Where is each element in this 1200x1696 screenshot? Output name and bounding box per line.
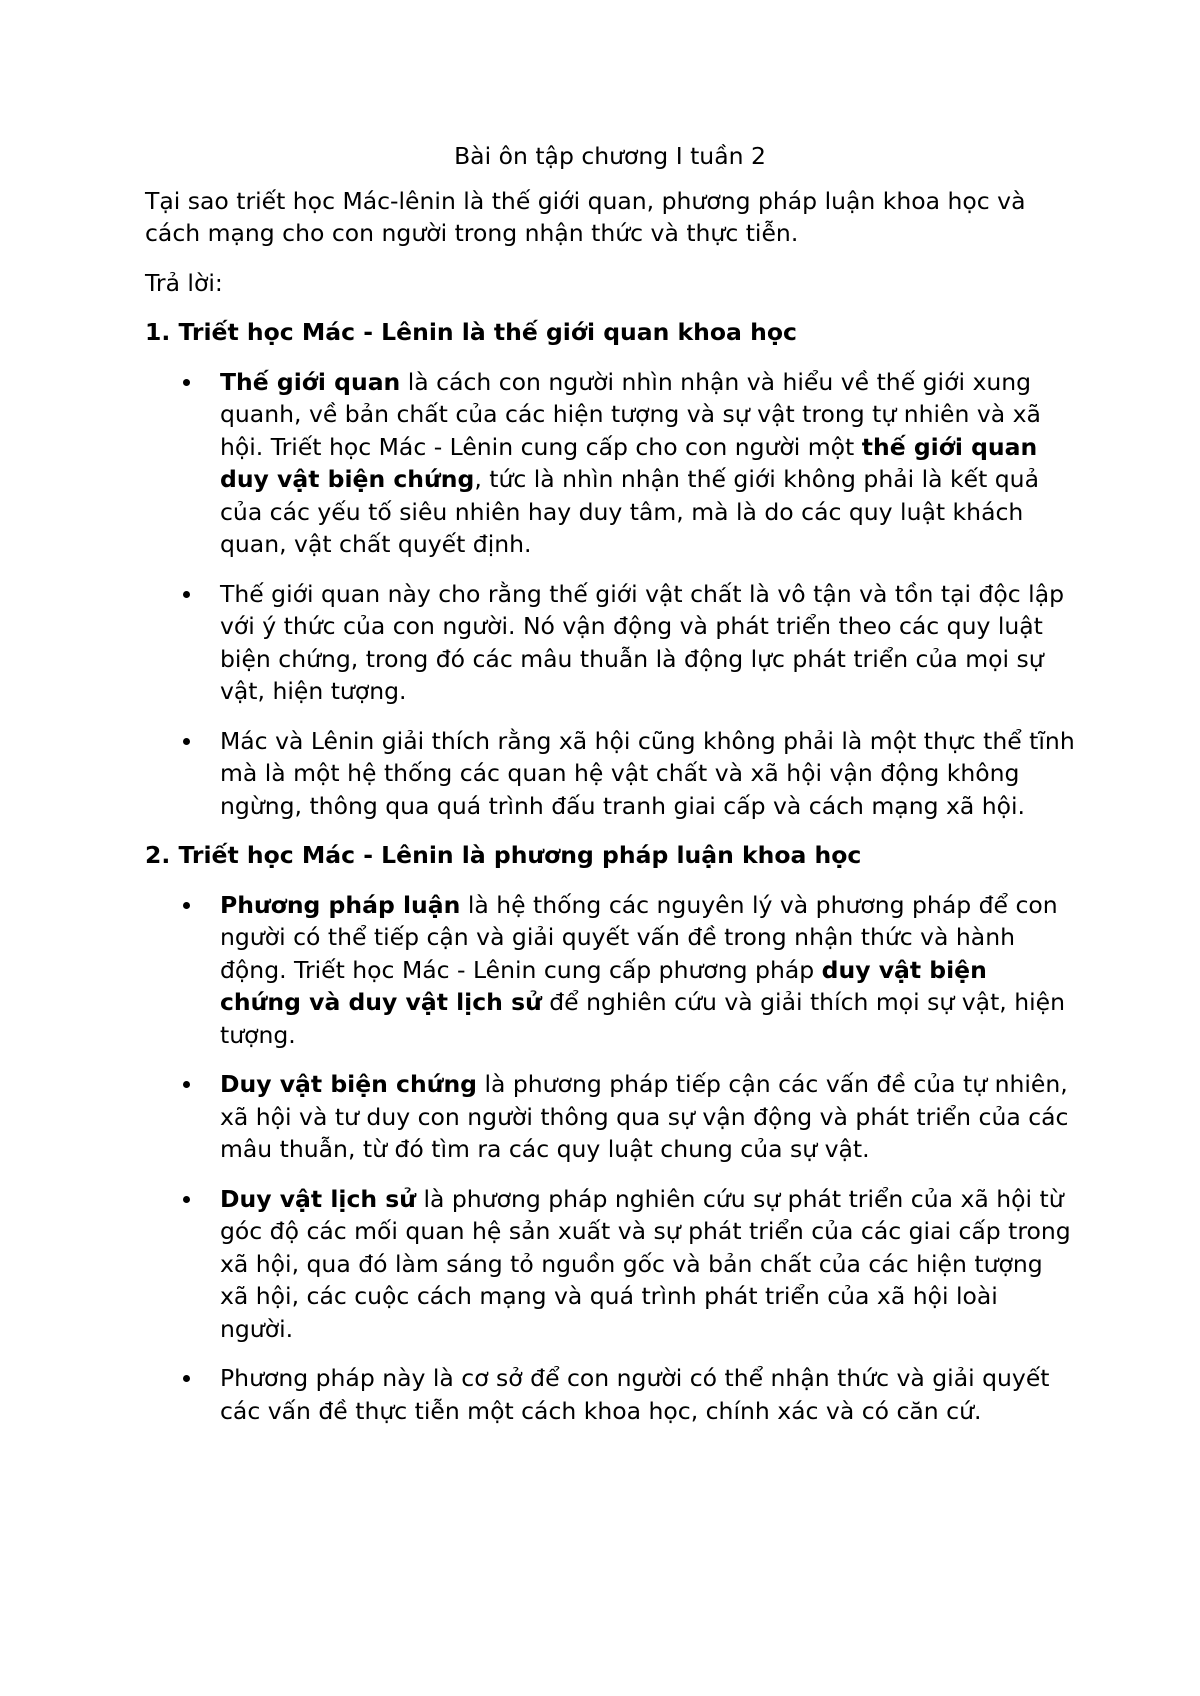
term-bold: thế giới quan duy vật biện chứng [220, 432, 1038, 493]
paragraph-text: là phương pháp nghiên cứu sự phát triển của xã hội từ góc độ các mối quan hệ sản xuất và sự phát triển của các giai cấp trong xã hội, qua đó làm sáng tỏ nguồn gốc và bản chất của các hiện tượng xã hội, các cuộc cách mạng và quá trình phát triển của xã hội loài người. [220, 1184, 1071, 1343]
section-2-heading: 2. Triết học Mác - Lênin là phương pháp luận khoa học [145, 841, 862, 869]
term-bold: Duy vật lịch sử [220, 1184, 416, 1213]
section-2-list [145, 889, 1075, 1428]
list-item [145, 889, 1075, 1052]
paragraph-text: , tức là nhìn nhận thế giới không phải là kết quả của các yếu tố siêu nhiên hay duy tâm, mà là do các quy luật khách quan, vật chất quyết định. [220, 465, 1039, 558]
list-item [145, 725, 1075, 823]
bullet-icon [183, 902, 190, 909]
paragraph-text: là hệ thống các nguyên lý và phương pháp để con người có thể tiếp cận và giải quyết vấn đề trong nhận thức và hành động. Triết học Mác - Lênin cung cấp phương pháp [220, 890, 1058, 984]
list-item [145, 1183, 1075, 1346]
section-1-list [145, 366, 1075, 823]
bullet-icon [183, 591, 190, 598]
bullet-icon [183, 379, 190, 386]
term-bold: duy vật biện chứng và duy vật lịch sử [220, 955, 987, 1016]
paragraph-text: để nghiên cứu và giải thích mọi sự vật, hiện tượng. [220, 988, 1066, 1049]
bullet-icon [183, 738, 190, 745]
document-page [145, 140, 1075, 1444]
paragraph-text: Phương pháp này là cơ sở để con người có thể nhận thức và giải quyết các vấn đề thực tiễn một cách khoa học, chính xác và có căn cứ. [220, 1364, 1050, 1425]
paragraph-text: là phương pháp tiếp cận các vấn đề của tự nhiên, xã hội và tư duy con người thông qua sự vận động và phát triển của các mâu thuẫn, từ đó tìm ra các quy luật chung của sự vật. [220, 1070, 1069, 1163]
answer-label: Trả lời: [145, 268, 223, 297]
term-bold: Thế giới quan [220, 367, 401, 396]
list-item [145, 1362, 1075, 1427]
paragraph-text: Mác và Lênin giải thích rằng xã hội cũng không phải là một thực thể tĩnh mà là một hệ thống các quan hệ vật chất và xã hội vận động không ngừng, thông qua quá trình đấu tranh giai cấp và cách mạng xã hội. [220, 726, 1075, 820]
bullet-icon [183, 1081, 190, 1088]
section-1-heading: 1. Triết học Mác - Lênin là thế giới quan khoa học [145, 318, 797, 346]
list-item [145, 578, 1075, 708]
paragraph-text: là cách con người nhìn nhận và hiểu về thế giới xung quanh, về bản chất của các hiện tượng và sự vật trong tự nhiên và xã hội. Triết học Mác - Lênin cung cấp cho con người một [220, 367, 1041, 461]
term-bold: Duy vật biện chứng [220, 1070, 477, 1098]
list-item [145, 366, 1075, 561]
term-bold: Phương pháp luận [220, 890, 461, 919]
question-text: Tại sao triết học Mác-lênin là thế giới quan, phương pháp luận khoa học và cách mạng cho con người trong nhận thức và thực tiễn. [145, 186, 1026, 247]
paragraph-text: Thế giới quan này cho rằng thế giới vật chất là vô tận và tồn tại độc lập với ý thức của con người. Nó vận động và phát triển theo các quy luật biện chứng, trong đó các mâu thuẫn là động lực phát triển của mọi sự vật, hiện tượng. [220, 579, 1065, 705]
list-item [145, 1068, 1075, 1166]
document-title: Bài ôn tập chương I tuần 2 [454, 142, 766, 170]
bullet-icon [183, 1196, 190, 1203]
bullet-icon [183, 1375, 190, 1382]
